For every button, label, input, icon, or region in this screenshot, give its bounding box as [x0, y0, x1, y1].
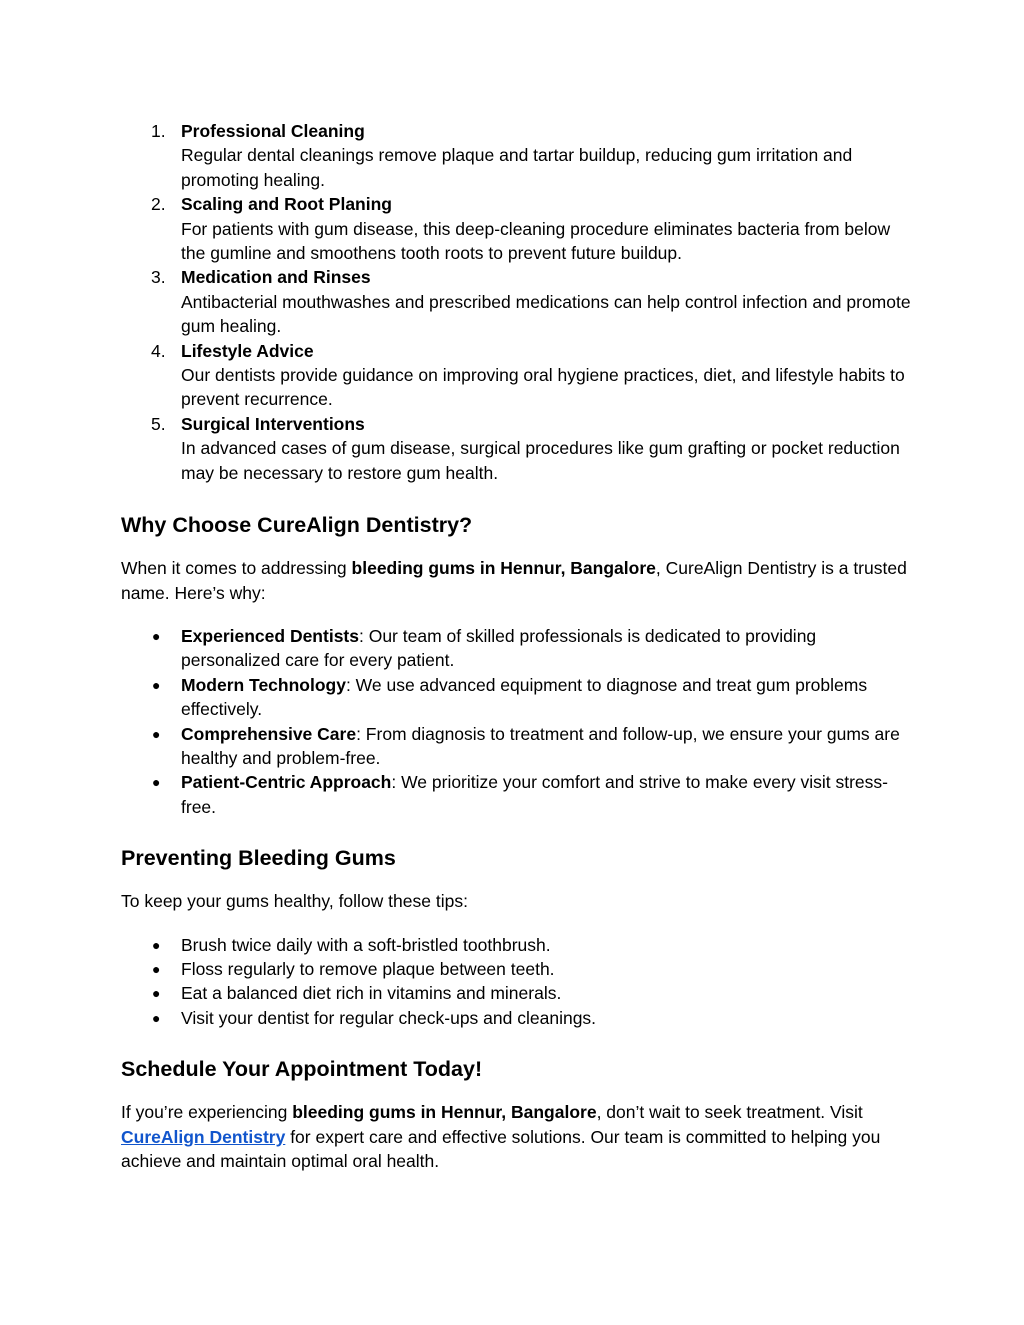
item-title: Patient-Centric Approach: [181, 772, 392, 793]
tip-text: Eat a balanced diet rich in vitamins and minerals.: [181, 983, 562, 1004]
bullet-icon: ●: [152, 774, 161, 791]
treatment-title: Lifestyle Advice: [181, 340, 314, 361]
treatment-description: Regular dental cleanings remove plaque and tartar buildup, reducing gum irritation and promoting healing.: [181, 145, 853, 190]
curealign-link[interactable]: CureAlign Dentistry: [121, 1126, 286, 1147]
list-number: 2.: [151, 194, 166, 215]
schedule-keyword: bleeding gums in Hennur, Bangalore: [292, 1102, 597, 1123]
treatment-description: Antibacterial mouthwashes and prescribed medications can help control infection and promote gum healing.: [181, 291, 911, 337]
schedule-text: , don’t wait to seek treatment. Visit: [596, 1102, 863, 1123]
treatment-description: Our dentists provide guidance on improving oral hygiene practices, diet, and lifestyle habits to prevent recurrence.: [181, 365, 905, 410]
list-item: [121, 722, 911, 771]
item-text: : We prioritize your comfort and strive to make every visit stress-free.: [181, 772, 888, 817]
bullet-icon: ●: [152, 960, 161, 977]
treatment-item: [121, 339, 911, 412]
list-item: [121, 933, 911, 957]
treatment-description: For patients with gum disease, this deep-cleaning procedure eliminates bacteria from below the gumline and smoothens tooth roots to prevent future buildup.: [181, 218, 891, 264]
treatment-item: [121, 119, 911, 192]
bullet-icon: ●: [152, 725, 161, 742]
intro-keyword: bleeding gums in Hennur, Bangalore: [351, 558, 656, 579]
schedule-text: If you’re experiencing: [121, 1102, 293, 1123]
treatment-title: Medication and Rinses: [181, 267, 371, 288]
item-text: : From diagnosis to treatment and follow-up, we ensure your gums are healthy and problem-free.: [181, 723, 900, 768]
intro-text: When it comes to addressing: [121, 558, 352, 579]
why-choose-heading: Why Choose CureAlign Dentistry?: [121, 513, 473, 538]
item-title: Experienced Dentists: [181, 625, 359, 646]
list-number: 3.: [151, 267, 166, 288]
list-item: [121, 624, 911, 673]
preventing-heading: Preventing Bleeding Gums: [121, 846, 396, 871]
preventing-intro: To keep your gums healthy, follow these tips:: [121, 891, 468, 912]
intro-text: , CureAlign Dentistry is a trusted name. Here’s why:: [121, 558, 907, 603]
list-item: [121, 673, 911, 722]
item-title: Comprehensive Care: [181, 723, 357, 744]
tip-text: Visit your dentist for regular check-ups and cleanings.: [181, 1007, 597, 1028]
list-item: [121, 1006, 911, 1030]
schedule-text: for expert care and effective solutions. Our team is committed to helping you achieve and maintain optimal oral health.: [121, 1126, 881, 1171]
schedule-heading: Schedule Your Appointment Today!: [121, 1057, 483, 1082]
tips-list: [121, 933, 911, 1031]
bullet-icon: ●: [152, 676, 161, 693]
bullet-icon: ●: [152, 627, 161, 644]
treatment-title: Surgical Interventions: [181, 413, 365, 434]
treatment-list: [121, 119, 911, 485]
list-item: [121, 770, 911, 819]
treatment-description: In advanced cases of gum disease, surgical procedures like gum grafting or pocket reduction may be necessary to restore gum health.: [181, 438, 900, 483]
tip-text: Floss regularly to remove plaque between teeth.: [181, 958, 555, 979]
bullet-icon: ●: [152, 985, 161, 1002]
item-title: Modern Technology: [181, 674, 346, 695]
treatment-title: Scaling and Root Planing: [181, 194, 392, 215]
list-number: 1.: [151, 121, 166, 141]
bullet-icon: ●: [152, 1009, 161, 1026]
list-item: [121, 981, 911, 1005]
why-choose-intro: [121, 556, 911, 605]
bullet-icon: ●: [152, 936, 161, 953]
document-content: [121, 119, 911, 1173]
why-choose-list: [121, 624, 911, 819]
list-number: 5.: [151, 413, 166, 434]
list-item: [121, 957, 911, 981]
treatment-item: [121, 412, 911, 485]
treatment-item: [121, 192, 911, 265]
tip-text: Brush twice daily with a soft-bristled toothbrush.: [181, 934, 551, 955]
treatment-item: [121, 265, 911, 338]
list-number: 4.: [151, 340, 166, 361]
treatment-title: Professional Cleaning: [181, 121, 365, 141]
schedule-paragraph: [121, 1100, 911, 1173]
item-text: : We use advanced equipment to diagnose and treat gum problems effectively.: [181, 674, 868, 720]
item-text: : Our team of skilled professionals is dedicated to providing personalized care for every patient.: [181, 625, 817, 671]
